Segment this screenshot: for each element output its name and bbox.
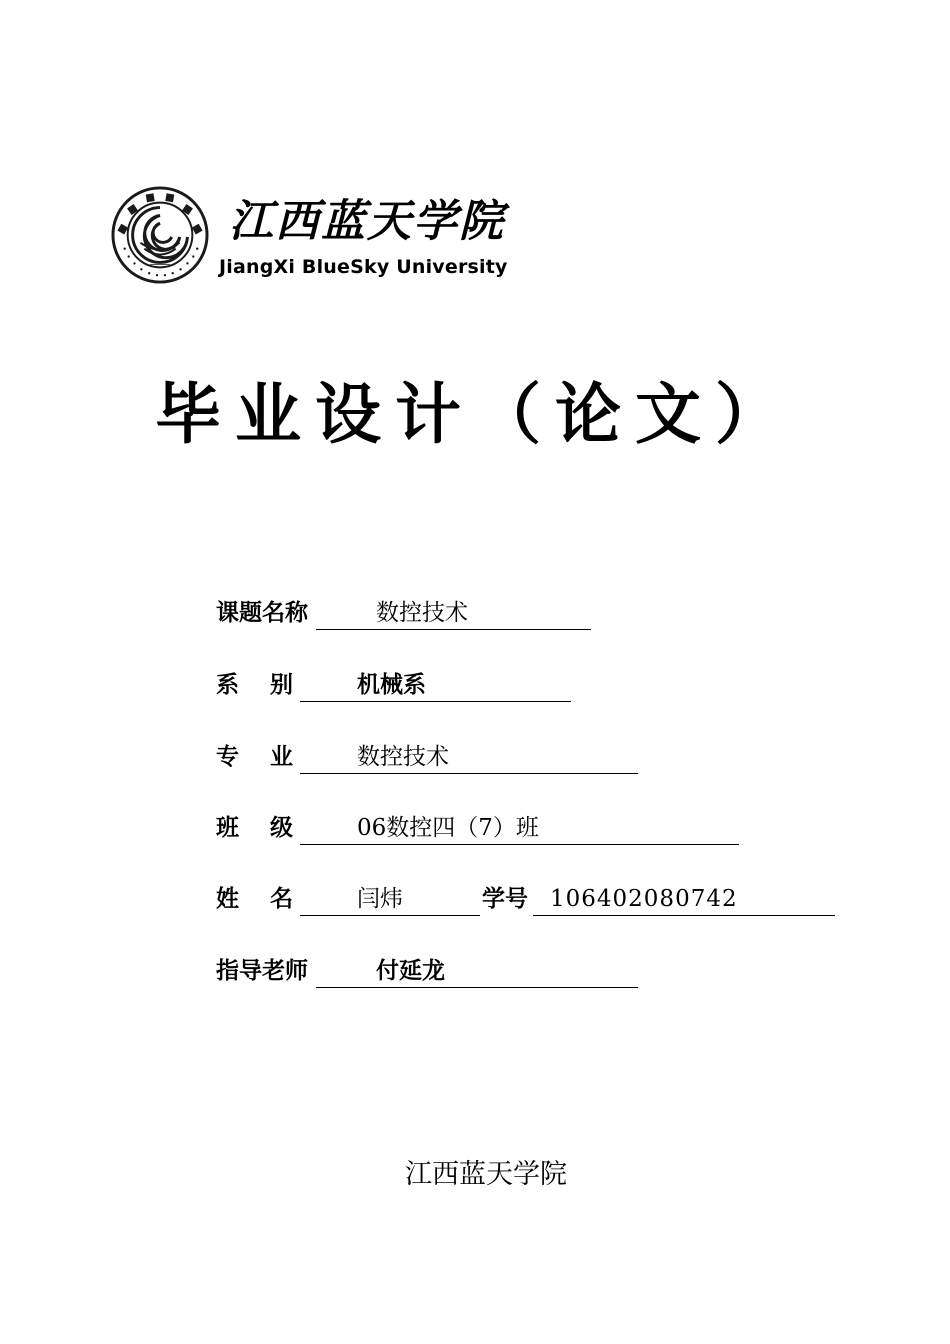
topic-label: 课题名称	[216, 600, 308, 626]
university-name-english: JiangXi BlueSky University	[219, 256, 508, 278]
student-id-value: 106402080742	[550, 886, 738, 912]
advisor-label: 指导老师	[216, 958, 308, 984]
department-label: 系 别	[216, 672, 294, 698]
field-major	[216, 740, 646, 774]
document-title: 毕业设计（论文）	[155, 376, 795, 453]
university-logo	[111, 186, 511, 286]
department-underline	[300, 669, 571, 702]
field-name-and-id	[216, 882, 841, 916]
class-value: 06数控四（7）班	[357, 815, 539, 841]
field-class	[216, 811, 746, 845]
field-topic	[216, 596, 596, 630]
major-label: 专 业	[216, 744, 294, 770]
class-label: 班 级	[216, 815, 294, 841]
department-value: 机械系	[357, 672, 426, 698]
major-value: 数控技术	[357, 744, 449, 770]
student-id-label: 学号	[482, 886, 528, 912]
advisor-value: 付延龙	[376, 958, 445, 984]
topic-value: 数控技术	[376, 600, 468, 626]
field-department	[216, 668, 576, 702]
university-name-chinese: 江西蓝天学院	[229, 196, 505, 247]
footer-institution: 江西蓝天学院	[405, 1159, 567, 1190]
name-label: 姓 名	[216, 886, 294, 912]
university-seal-icon	[111, 186, 209, 284]
field-advisor	[216, 954, 646, 988]
major-underline	[300, 741, 638, 774]
name-value: 闫炜	[357, 886, 403, 912]
advisor-underline	[316, 955, 638, 988]
